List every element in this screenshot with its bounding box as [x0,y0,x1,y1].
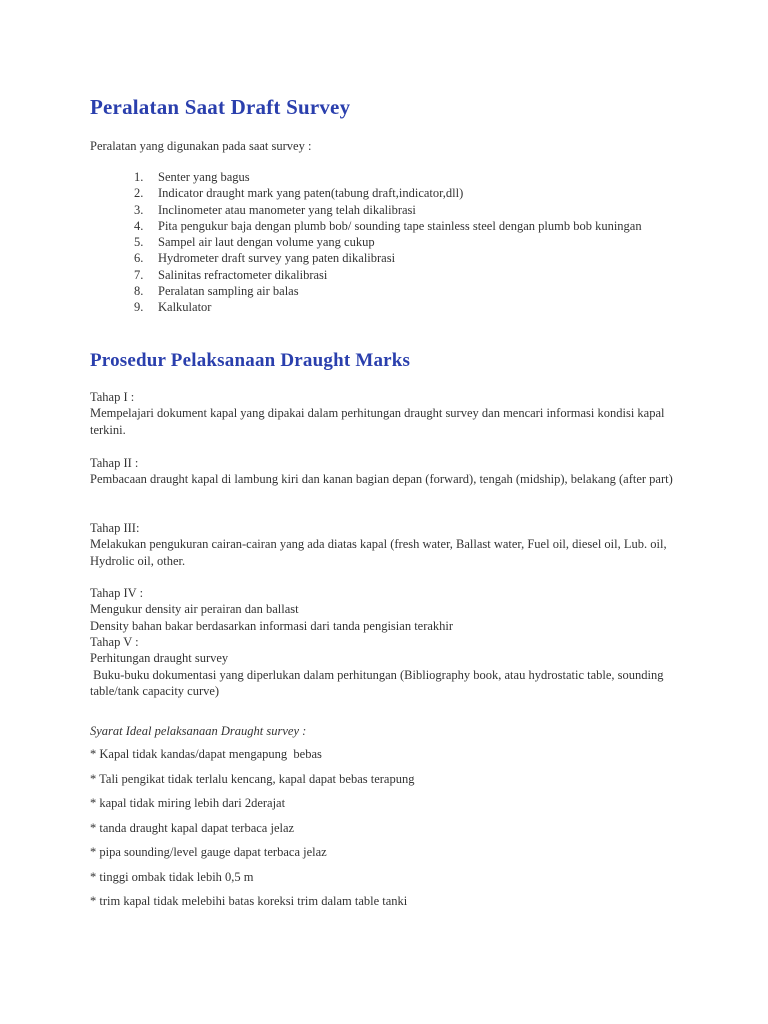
list-item: * tanda draught kapal dapat terbaca jelaz [90,820,295,835]
tahap-label: Tahap II : [90,456,139,470]
list-number: 7. [134,267,144,282]
list-text: Salinitas refractometer dikalibrasi [158,267,328,282]
list-text: Kalkulator [158,300,212,315]
tahap-label: Tahap III: [90,521,140,535]
requirements-title: Syarat Ideal pelaksanaan Draught survey : [90,724,307,738]
list-number: 3. [134,202,144,217]
tahap-text: Pembacaan draught kapal di lambung kiri dan kanan bagian depan (forward), tengah (midship), belakang (after part) [90,472,673,487]
list-item: * tinggi ombak tidak lebih 0,5 m [90,869,254,884]
list-item [90,234,660,250]
tahap-label: Tahap I : [90,390,135,404]
list-number: 2. [134,186,144,201]
list-item: * trim kapal tidak melebihi batas koreksi trim dalam table tanki [90,894,408,908]
tahap-text: Mempelajari dokument kapal yang dipakai dalam perhitungan draught survey dan mencari informasi kondisi kapal terkini. [90,406,665,437]
tahap-5 [90,634,690,699]
list-item [90,299,660,315]
list-item [90,267,660,283]
tahap-text: Perhitungan draught survey [90,651,229,666]
list-number: 6. [134,251,144,266]
tahap-text: Buku-buku dokumentasi yang diperlukan dalam perhitungan (Bibliography book, atau hydrostatic table, sounding table/tank capacity curve) [90,667,667,698]
list-item: * Kapal tidak kandas/dapat mengapung bebas [90,747,322,761]
list-number: 1. [134,170,144,184]
list-item [90,202,660,218]
list-item: * Tali pengikat tidak terlalu kencang, kapal dapat bebas terapung [90,771,415,786]
list-text: Indicator draught mark yang paten(tabung draft,indicator,dll) [158,186,464,201]
list-text: Inclinometer atau manometer yang telah dikalibrasi [158,202,416,217]
tahap-2 [90,455,690,488]
list-text: Senter yang bagus [158,170,250,184]
list-number: 8. [134,284,144,299]
list-item [90,169,660,185]
tahap-text: Mengukur density air perairan dan ballast [90,602,299,617]
requirements-list [90,746,690,918]
list-item: * pipa sounding/level gauge dapat terbaca jelaz [90,845,327,859]
section-heading: Prosedur Pelaksanaan Draught Marks [90,350,411,371]
list-number: 9. [134,300,144,315]
list-item [90,185,660,201]
list-text: Sampel air laut dengan volume yang cukup [158,235,375,250]
list-text: Pita pengukur baja dengan plumb bob/ sounding tape stainless steel dengan plumb bob kuningan [158,218,642,233]
tahap-label: Tahap V : [90,635,139,649]
tahap-4 [90,585,690,634]
page-title: Peralatan Saat Draft Survey [90,95,351,119]
tahap-1 [90,389,690,438]
intro-text: Peralatan yang digunakan pada saat survey : [90,139,312,153]
tahap-text: Density bahan bakar berdasarkan informasi dari tanda pengisian terakhir [90,618,454,633]
list-item [90,283,660,299]
list-item [90,218,660,234]
list-text: Peralatan sampling air balas [158,284,299,299]
list-number: 4. [134,218,144,233]
list-number: 5. [134,235,144,250]
list-item [90,250,660,266]
list-item: * kapal tidak miring lebih dari 2derajat [90,796,286,810]
tahap-text: Melakukan pengukuran cairan-cairan yang ada diatas kapal (fresh water, Ballast water, Fuel oil, diesel oil, Lub. oil, Hydrolic oil, other. [90,537,667,568]
tahap-label: Tahap IV : [90,586,144,600]
tahap-3 [90,520,690,569]
list-text: Hydrometer draft survey yang paten dikalibrasi [158,251,396,266]
equipment-list [90,169,660,316]
